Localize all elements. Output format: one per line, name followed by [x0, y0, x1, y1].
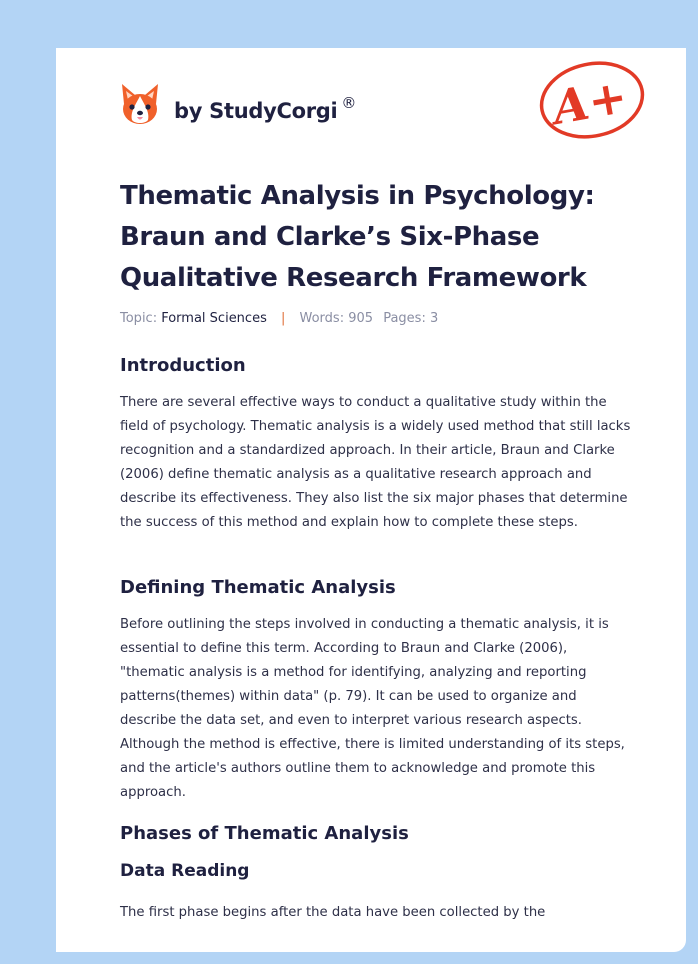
subsection-heading-data-reading: Data Reading	[120, 861, 250, 881]
grade-text: A+	[548, 68, 632, 136]
brand-name[interactable]: by StudyCorgi ®	[174, 93, 357, 123]
words-label: Words:	[299, 311, 345, 326]
topic-link[interactable]: Formal Sciences	[161, 311, 267, 326]
document-meta	[120, 311, 438, 326]
section-heading-defining: Defining Thematic Analysis	[120, 577, 396, 598]
corgi-logo-icon[interactable]	[120, 82, 160, 126]
section-text-defining: Before outlining the steps involved in conducting a thematic analysis, it is essential to define this term. According to Braun and Clarke (2006), "thematic analysis is a method for identifying, analyzing and reporting patterns(themes) within data" (p. 79). It can be used to organize and describe the data set, and even to interpret various research aspects. Although the method is effective, there is limited understanding of its steps, and the article's authors outline them to acknowledge and promote this approach.	[120, 617, 625, 800]
topic-label: Topic:	[120, 311, 158, 326]
section-heading-phases: Phases of Thematic Analysis	[120, 823, 409, 844]
registered-mark: ®	[341, 93, 357, 112]
section-text-introduction: There are several effective ways to conduct a qualitative study within the field of psychology. Thematic analysis is a widely used method that still lacks recognition and a standardized approach. In their article, Braun and Clarke (2006) define thematic analysis as a qualitative research approach and describe its effectiveness. They also list the six major phases that determine the success of this method and explain how to complete these steps.	[120, 395, 631, 530]
pages-label: Pages:	[383, 311, 426, 326]
pages-value: 3	[429, 311, 439, 326]
meta-separator: |	[280, 311, 286, 326]
page-title: Thematic Analysis in Psychology: Braun and Clarke’s Six-Phase Qualitative Research Framework	[120, 181, 595, 293]
section-text-data-reading: The first phase begins after the data have been collected by the	[120, 905, 546, 920]
section-heading-introduction: Introduction	[120, 355, 246, 376]
a-plus-grade-icon	[536, 58, 648, 144]
header	[120, 74, 356, 134]
document-card	[56, 48, 686, 952]
words-value: 905	[348, 311, 374, 326]
